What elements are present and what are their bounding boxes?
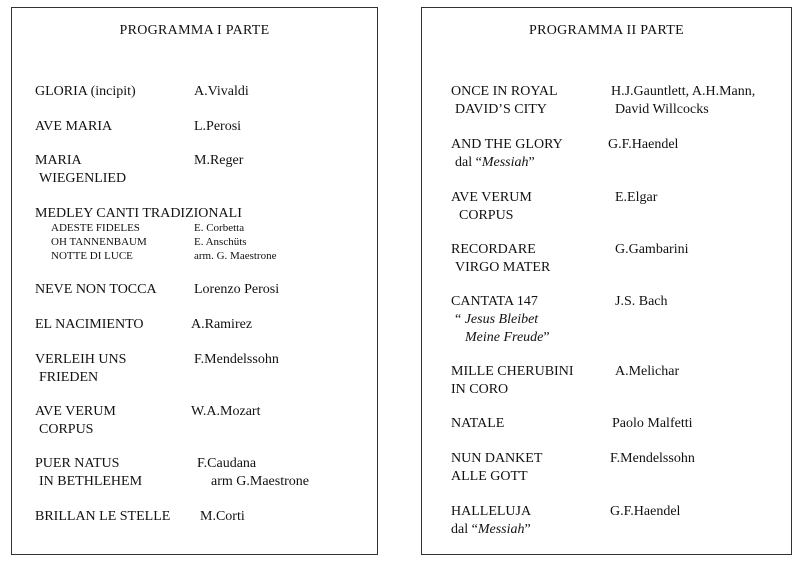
messiah-italic: Messiah bbox=[481, 155, 529, 170]
composer: G.Gambarini bbox=[615, 242, 689, 257]
piece-title-line-2: CORPUS bbox=[39, 422, 94, 437]
program-part-1-panel bbox=[11, 7, 378, 555]
composer: L.Perosi bbox=[194, 119, 242, 134]
piece-title: AND THE GLORY bbox=[451, 137, 563, 152]
piece-title-line-2: FRIEDEN bbox=[39, 370, 99, 385]
composer: F.Mendelssohn bbox=[610, 451, 695, 466]
piece-title: BRILLAN LE STELLE bbox=[35, 509, 171, 524]
subtitle-italic: Jesus Bleibet bbox=[464, 312, 539, 327]
medley-composer: E. Anschüts bbox=[194, 236, 247, 248]
piece-title: MEDLEY CANTI TRADIZIONALI bbox=[35, 206, 242, 221]
composer: Paolo Malfetti bbox=[612, 416, 693, 431]
piece-title: VERLEIH UNS bbox=[35, 352, 127, 367]
piece-title: NEVE NON TOCCA bbox=[35, 282, 157, 297]
piece-title-line-2: IN BETHLEHEM bbox=[39, 474, 143, 489]
composer: Lorenzo Perosi bbox=[194, 282, 280, 297]
composer: A.Ramirez bbox=[191, 317, 253, 332]
piece-title: RECORDARE bbox=[451, 242, 536, 257]
piece-title-line-2: VIRGO MATER bbox=[455, 260, 551, 275]
subtitle-italic: Meine Freude bbox=[465, 330, 544, 345]
composer: H.J.Gauntlett, A.H.Mann, bbox=[611, 84, 756, 99]
composer-line-2: David Willcocks bbox=[615, 102, 709, 117]
piece-title: MILLE CHERUBINI bbox=[451, 364, 574, 379]
piece-title: NATALE bbox=[451, 416, 505, 431]
messiah-italic: Messiah bbox=[477, 522, 525, 537]
medley-title: OH TANNENBAUM bbox=[51, 236, 147, 248]
part-2-title: PROGRAMMA II PARTE bbox=[529, 23, 684, 38]
piece-title-line-2: WIEGENLIED bbox=[39, 171, 127, 186]
composer: A.Melichar bbox=[615, 364, 680, 379]
piece-title-line-2: DAVID’S CITY bbox=[455, 102, 547, 117]
piece-title-line-2: IN CORO bbox=[451, 382, 509, 397]
medley-title: ADESTE FIDELES bbox=[51, 222, 140, 234]
piece-title: CANTATA 147 bbox=[451, 294, 538, 309]
piece-title: HALLELUJA bbox=[451, 504, 532, 519]
composer: G.F.Haendel bbox=[608, 137, 679, 152]
piece-title: AVE VERUM bbox=[35, 404, 116, 419]
piece-title: AVE MARIA bbox=[35, 119, 113, 134]
piece-subtitle-line-1: “ Jesus Bleibet bbox=[455, 312, 539, 327]
piece-title: NUN DANKET bbox=[451, 451, 543, 466]
piece-title-line-2: dal “Messiah” bbox=[451, 522, 531, 537]
composer: W.A.Mozart bbox=[191, 404, 261, 419]
piece-title: EL NACIMIENTO bbox=[35, 317, 144, 332]
part-1-title: PROGRAMMA I PARTE bbox=[119, 23, 270, 38]
piece-title-line-2: CORPUS bbox=[459, 208, 514, 223]
medley-composer: arm. G. Maestrone bbox=[194, 250, 277, 262]
composer: E.Elgar bbox=[615, 190, 658, 205]
composer: M.Reger bbox=[194, 153, 244, 168]
composer: A.Vivaldi bbox=[194, 84, 249, 99]
medley-composer: E. Corbetta bbox=[194, 222, 245, 234]
composer: J.S. Bach bbox=[615, 294, 668, 309]
piece-title-line-2: dal “Messiah” bbox=[455, 155, 535, 170]
piece-title: MARIA bbox=[35, 153, 82, 168]
program-part-2-panel bbox=[421, 7, 792, 555]
piece-title: AVE VERUM bbox=[451, 190, 532, 205]
piece-subtitle-line-2: Meine Freude” bbox=[465, 330, 550, 345]
piece-title: ONCE IN ROYAL bbox=[451, 84, 558, 99]
composer: M.Corti bbox=[200, 509, 245, 524]
arranger: arm G.Maestrone bbox=[211, 474, 309, 489]
piece-title-line-2: ALLE GOTT bbox=[451, 469, 528, 484]
piece-title: GLORIA (incipit) bbox=[35, 84, 136, 99]
composer: G.F.Haendel bbox=[610, 504, 681, 519]
medley-title: NOTTE DI LUCE bbox=[51, 250, 133, 262]
composer: F.Mendelssohn bbox=[194, 352, 279, 367]
composer: F.Caudana bbox=[197, 456, 257, 471]
piece-title: PUER NATUS bbox=[35, 456, 120, 471]
